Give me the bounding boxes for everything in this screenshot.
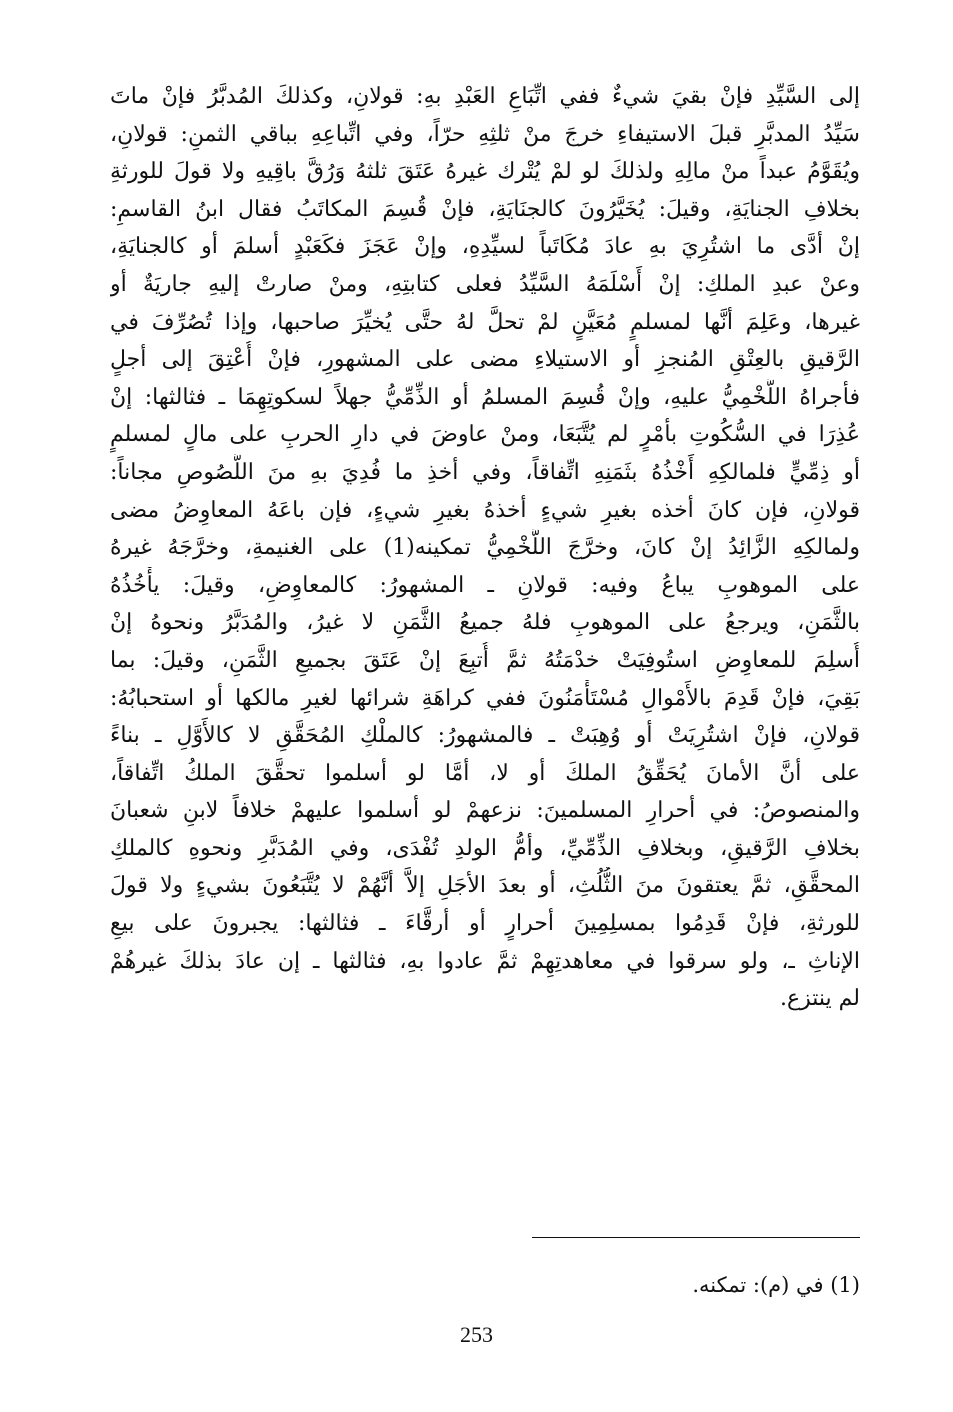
body-text — [110, 78, 860, 1018]
text-line: إنْ أدَّى ما اشتُرِيَ بهِ عادَ مُكَاتَباً لسيِّدِهِ، وإنْ عَجَزَ فكَعَبْدٍ أسلمَ أو كالجنايَةِ، — [110, 234, 860, 260]
text-line: قولانِ، فإن كانَ أخذه بغيرِ شيءٍ أخذهُ بغيرِ شيءٍ، فإن باعَهُ المعاوِضُ مضى — [110, 497, 860, 523]
text-line: الإناثِ ـ، ولو سرقوا في معاهدتِهِمْ ثمَّ عادوا بهِ، فثالثها ـ إن عادَ بذلكَ غيرهُمْ — [110, 948, 860, 974]
text-line: والمنصوصُ: في أحرارِ المسلمينَ: نزعهمْ لو أسلموا عليهمْ خلافاً لابنِ شعبانَ — [110, 798, 860, 824]
text-line: غيرها، وعَلِمَ أنَّها لمسلمٍ مُعَيَّنٍ لمْ تحلَّ لهُ حتَّى يُخيِّرَ صاحبها، وإذا تُصُرِّفَ في — [110, 309, 860, 335]
text-line: ولمالكِهِ الزَّائِدُ إنْ كانَ، وخرَّجَ اللَّخْمِيُّ تمكينه(1) على الغنيمةِ، وخرَّجَهُ غيرهُ — [110, 535, 860, 561]
text-line: لم ينتزع. — [780, 986, 860, 1012]
text-line: على الموهوبِ يباعُ وفيه: قولانِ ـ المشهورُ: كالمعاوِضِ، وقيلَ: يأْخُذُهُ — [110, 572, 860, 598]
text-line: وعنْ عبدِ الملكِ: إنْ أَسْلَمَهُ السَّيِّدُ فعلى كتابتِهِ، ومنْ صارتْ إليهِ جاريَةٌ أو — [110, 271, 860, 297]
footnote-separator — [532, 1237, 860, 1238]
text-line: بَقِيَ، فإنْ قَدِمَ بالأَمْوالِ مُسْتَأْمَنُونَ ففي كراهَةِ شرائها لغيرِ مالكها أو استحبابُهُ: — [110, 685, 860, 711]
text-line: قولانِ، فإنْ اشتُرِيَتْ أو وُهِبَتْ ـ فالمشهورُ: كالملْكِ المُحَقَّقِ لا كالأَوَّلِ ـ بناءً — [110, 723, 860, 749]
text-line: سَيِّدُ المدبَّرِ قبلَ الاستيفاءِ خرجَ منْ ثلثِهِ حرّاً، وفي اتِّباعِهِ بباقي الثمنِ: قولانِ، — [110, 121, 860, 147]
text-line: ويُقَوَّمُ عبداً منْ مالِهِ ولذلكَ لو لمْ يُتْرك غيرهُ عَتَقَ ثلثهُ وَرُقَّ باقِيهِ ولا قولَ للورثةِ — [110, 159, 860, 185]
text-line: بالثَّمَنِ، ويرجعُ على الموهوبِ فلهُ جميعُ الثَّمَنِ لا غيرُ، والمُدَبَّرُ ونحوهُ إنْ — [110, 610, 860, 636]
page-number: 253 — [460, 1322, 493, 1347]
text-line: عُذِرَا في السُّكُوتِ بأمْرٍ لم يُتَّبَعَا، ومنْ عاوضَ في دارِ الحربِ على مالٍ لمسلمٍ — [110, 422, 860, 448]
text-line: بخلافِ الرَّقيقِ، وبخلافِ الذِّمِّيِّ، وأمُّ الولدِ تُفْدَى، وفي المُدَبَّرِ ونحوهِ كالملكِ — [110, 835, 860, 861]
text-line: أُسلِمَ للمعاوِضِ استُوفِيَتْ خدْمَتُهُ ثمَّ أُتبِعَ إنْ عَتَقَ بجميعِ الثَّمَنِ، وقيلَ: بما — [110, 647, 860, 673]
text-line: على أنَّ الأمانَ يُحَقِّقُ الملكَ أو لا، أمَّا لو أسلموا تحقَّقَ الملكُ اتِّفاقاً، — [110, 760, 860, 786]
text-line: أو ذِمِّيٍّ فلمالكِهِ أَخْذُهُ بثَمَنِهِ اتِّفاقاً، وفي أخذِ ما فُدِيَ بهِ منَ اللُّصُوصِ مجاناً: — [110, 459, 860, 485]
text-line: فأجراهُ اللَّخْمِيُّ عليهِ، وإنْ قُسِمَ المسلمُ أو الذِّمِّيُّ جهلاً لسكوتِهِمَا ـ فثالثها: إنْ — [110, 384, 860, 410]
footnote: (1) في (م): تمكنه. — [692, 1273, 860, 1297]
text-line: للورثةِ، فإنْ قَدِمُوا بمسلِمِينَ أحرارٍ أو أرقَّاءَ ـ فثالثها: يجبرونَ على بيعِ — [110, 911, 860, 937]
text-line: بخلافِ الجنايَةِ، وقيلَ: يُخَيَّرُونَ كالجنَايَةِ، فإنْ قُسِمَ المكاتَبُ فقال ابنُ القاسمِ: — [110, 196, 860, 222]
text-line: الرَّقيقِ بالعِتْقِ المُنجزِ أو الاستيلاءِ مضى على المشهورِ، فإنْ أُعْتِقَ إلى أجلٍ — [110, 347, 860, 373]
text-line: المحقَّقِ، ثمَّ يعتقونَ منَ الثُّلُثِ، أو بعدَ الأجَلِ إلاَّ أنَّهُمْ لا يُتَّبَعُونَ بشيءٍ ولا قولَ — [110, 873, 860, 899]
text-line: إلى السَّيِّدِ فإنْ بقيَ شيءٌ ففي اتِّبَاعِ العَبْدِ بهِ: قولانِ، وكذلكَ المُدبَّرُ فإنْ ماتَ — [110, 84, 860, 109]
